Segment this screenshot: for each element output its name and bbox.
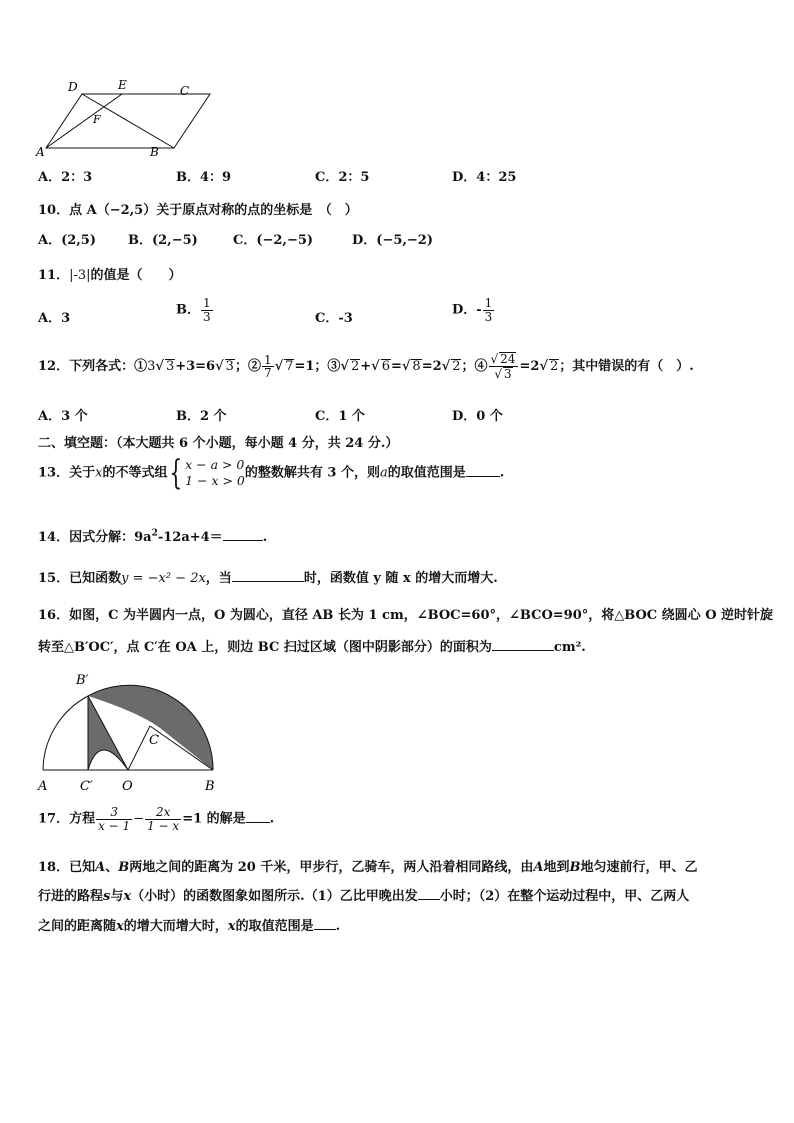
fraction-one-seventh: $\frac{1}{7}$	[263, 352, 272, 381]
equals-sign: =	[390, 359, 402, 375]
q14-text-2: -12a+4＝	[157, 530, 223, 545]
semicircle-arc	[43, 696, 88, 770]
q13-text: 的不等式组	[102, 465, 168, 481]
answer-blank[interactable]	[466, 464, 500, 477]
var-x: x	[95, 465, 103, 481]
q12-option-b[interactable]: B．2 个	[176, 409, 227, 424]
answer-blank-2[interactable]	[314, 917, 336, 930]
q11-stem-text: 的值是（ ）	[90, 268, 182, 283]
plus-sign: +	[360, 359, 372, 375]
var-b: B	[118, 860, 130, 875]
period: .	[499, 465, 505, 481]
segment-o-c	[128, 726, 150, 770]
separator: ；	[234, 359, 248, 375]
fraction-sqrt24-over-sqrt3: $\frac{√ 24}{√ 3}$	[489, 352, 519, 381]
q9-option-c[interactable]: C．2：5	[315, 170, 370, 185]
sqrt-2: 2	[452, 359, 461, 375]
q12-option-c[interactable]: C．1 个	[315, 409, 365, 424]
q14-text: 14．因式分解：9a	[38, 530, 152, 545]
q13-text-3: 的取值范围是	[387, 465, 466, 481]
label-d: D	[68, 80, 78, 94]
q12-option-d[interactable]: D．0 个	[452, 409, 503, 424]
q18-text-2: 两地之间的距离为 20 千米，甲步行，乙骑车，两人沿着相同路线，由	[129, 860, 534, 875]
radical-sign: √	[155, 359, 164, 375]
q16-unit: cm².	[553, 640, 586, 655]
q16-text: 转至△B′OC′，点 C′在 OA 上，则边 BC 扫过区域（图中阴影部分）的面积为	[38, 640, 492, 655]
circled-2: ②	[247, 359, 261, 375]
answer-blank[interactable]	[223, 528, 263, 541]
q12-expr-4: =2	[519, 359, 540, 375]
q12-expr-3: =2	[421, 359, 442, 375]
q18-text-3: 地到	[543, 860, 570, 875]
circled-4: ④	[474, 359, 488, 375]
parallelogram-figure	[30, 78, 230, 160]
period: .	[335, 919, 341, 934]
q16-line-1: 16．如图，C 为半圆内一点，O 为圆心，直径 AB 长为 1 cm，∠BOC=60°，∠BCO=90°，将△BOC 绕圆心 O 逆时针旋	[38, 608, 774, 623]
period: .	[269, 811, 275, 827]
radical-sign: √	[371, 359, 380, 375]
q15-text-3: 时，函数值 y 随 x 的增大而增大.	[303, 571, 498, 586]
radical-sign: √	[441, 359, 451, 375]
fraction-3-over-x-minus-1: $\frac{3}{x - 1}$	[98, 805, 131, 833]
q11-option-a[interactable]: A．3	[38, 311, 71, 326]
separator: 、	[105, 860, 119, 875]
q18-line-1	[38, 856, 697, 875]
answer-blank[interactable]	[492, 638, 554, 651]
q13-stem	[38, 453, 505, 493]
q11-option-b-label: B．	[176, 302, 200, 318]
var-a: A	[533, 860, 544, 875]
section-2-heading: 二、填空题：（本大题共 6 个小题，每小题 4 分，共 24 分.）	[38, 436, 399, 451]
inequality-system: x − a > 0 1 − x > 0	[185, 457, 245, 488]
q11-option-d[interactable]	[452, 297, 495, 323]
radical-sign: √	[340, 359, 349, 375]
label-c: C	[180, 84, 190, 98]
label-e: E	[118, 78, 127, 92]
q9-option-d[interactable]: D．4：25	[452, 170, 517, 185]
q12-expr-1: +3=6	[175, 359, 216, 375]
var-s: s	[103, 889, 111, 904]
q16-line-2	[38, 636, 586, 655]
answer-blank[interactable]	[246, 810, 270, 823]
radical-sign: √	[274, 359, 284, 375]
q10-option-a[interactable]: A．(2,5)	[38, 233, 97, 248]
var-x: x	[227, 919, 236, 934]
function-expression: y = −x² − 2x	[121, 571, 206, 586]
fraction-one-third: $\frac{1}{3}$	[484, 296, 493, 324]
q15-stem	[38, 567, 498, 586]
q18-text-9: 之间的距离随	[38, 919, 117, 934]
q13-text-2: 的整数解共有 3 个，则	[244, 465, 380, 481]
q10-option-b[interactable]: B．(2,−5)	[128, 233, 198, 248]
q11-option-b[interactable]	[176, 297, 214, 323]
q12-tail: ；其中错误的有（ ）.	[559, 359, 694, 375]
circled-1: ①	[134, 359, 148, 375]
q18-line-2	[38, 885, 689, 904]
sqrt-2: 2	[549, 359, 559, 375]
minus-sign: −	[133, 811, 145, 827]
q12-stem	[38, 352, 694, 381]
q18-line-3	[38, 915, 340, 934]
sqrt-8: 8	[412, 359, 421, 375]
q17-text-2: =1 的解是	[182, 811, 246, 827]
circled-3: ③	[327, 359, 341, 375]
separator: ；	[461, 359, 475, 375]
answer-blank-1[interactable]	[418, 887, 440, 900]
left-brace: {	[169, 453, 183, 493]
q9-option-a[interactable]: A．2：3	[38, 170, 93, 185]
fraction-2x-over-1-minus-x: $\frac{2x}{1 - x}$	[147, 805, 180, 833]
q12-coef: 3	[147, 359, 156, 375]
q10-option-d[interactable]: D．(−5,−2)	[352, 233, 433, 248]
line-ae	[46, 94, 122, 148]
q14-stem	[38, 526, 267, 545]
label-c: C	[149, 733, 159, 748]
q18-text-8: 小时；（2）在整个运动过程中，甲、乙两人	[439, 889, 690, 904]
radical-sign: √	[539, 359, 548, 375]
q11-option-c[interactable]: C．-3	[315, 311, 353, 326]
label-b: B	[150, 145, 159, 159]
period: .	[262, 530, 268, 545]
var-a: a	[380, 465, 388, 481]
fraction-one-third: $\frac{1}{3}$	[203, 296, 211, 324]
superscript-2: 2	[151, 528, 158, 539]
label-a: A	[36, 145, 45, 159]
q11-number: 11．	[38, 268, 70, 283]
q18-text: 18．已知	[38, 860, 96, 875]
label-b: B	[205, 779, 215, 794]
label-o: O	[122, 779, 133, 794]
q18-text-10: 的增大而增大时，	[123, 919, 228, 934]
q12-number: 12．下列各式：	[38, 359, 135, 375]
q18-text-4: 地匀速前行，甲、乙	[580, 860, 698, 875]
q18-text-11: 的取值范围是	[235, 919, 314, 934]
q12-expr-2: =1；	[294, 359, 328, 375]
q18-text-5: 行进的路程	[38, 889, 104, 904]
radical-sign: √	[401, 359, 411, 375]
q15-text: 15．已知函数	[38, 571, 122, 586]
q11-option-d-label: D．-	[452, 302, 482, 318]
q11-stem	[38, 264, 182, 283]
answer-blank[interactable]	[232, 569, 304, 582]
var-a: A	[95, 860, 106, 875]
var-x: x	[116, 919, 124, 934]
q18-text-7: （小时）的函数图象如图所示.（1）乙比甲晚出发	[131, 889, 418, 904]
q11-abs-expr: |-3|	[69, 268, 91, 283]
label-a: A	[38, 779, 48, 794]
label-c-prime: C′	[80, 779, 93, 794]
sqrt-3: 3	[165, 359, 175, 375]
label-f: F	[93, 113, 101, 126]
q17-stem	[38, 806, 274, 832]
radical-sign: √	[215, 359, 224, 375]
sqrt-2: 2	[350, 359, 360, 375]
q10-stem: 10．点 A（−2,5）关于原点对称的点的坐标是 （ ）	[38, 203, 358, 218]
q10-option-c[interactable]: C．(−2,−5)	[233, 233, 314, 248]
sqrt-7: 7	[285, 359, 294, 375]
q15-text-2: ，当	[205, 571, 232, 586]
sqrt-6: 6	[381, 359, 390, 375]
q18-text-6: 与	[110, 889, 124, 904]
sqrt-3: 3	[225, 359, 234, 375]
q12-option-a[interactable]: A．3 个	[38, 409, 88, 424]
label-b-prime: B′	[76, 673, 89, 688]
semicircle-figure	[30, 666, 230, 796]
var-x: x	[123, 889, 132, 904]
q17-text: 17．方程	[38, 811, 96, 827]
q13-number: 13．关于	[38, 465, 96, 481]
var-b: B	[569, 860, 581, 875]
q9-option-b[interactable]: B．4：9	[176, 170, 232, 185]
